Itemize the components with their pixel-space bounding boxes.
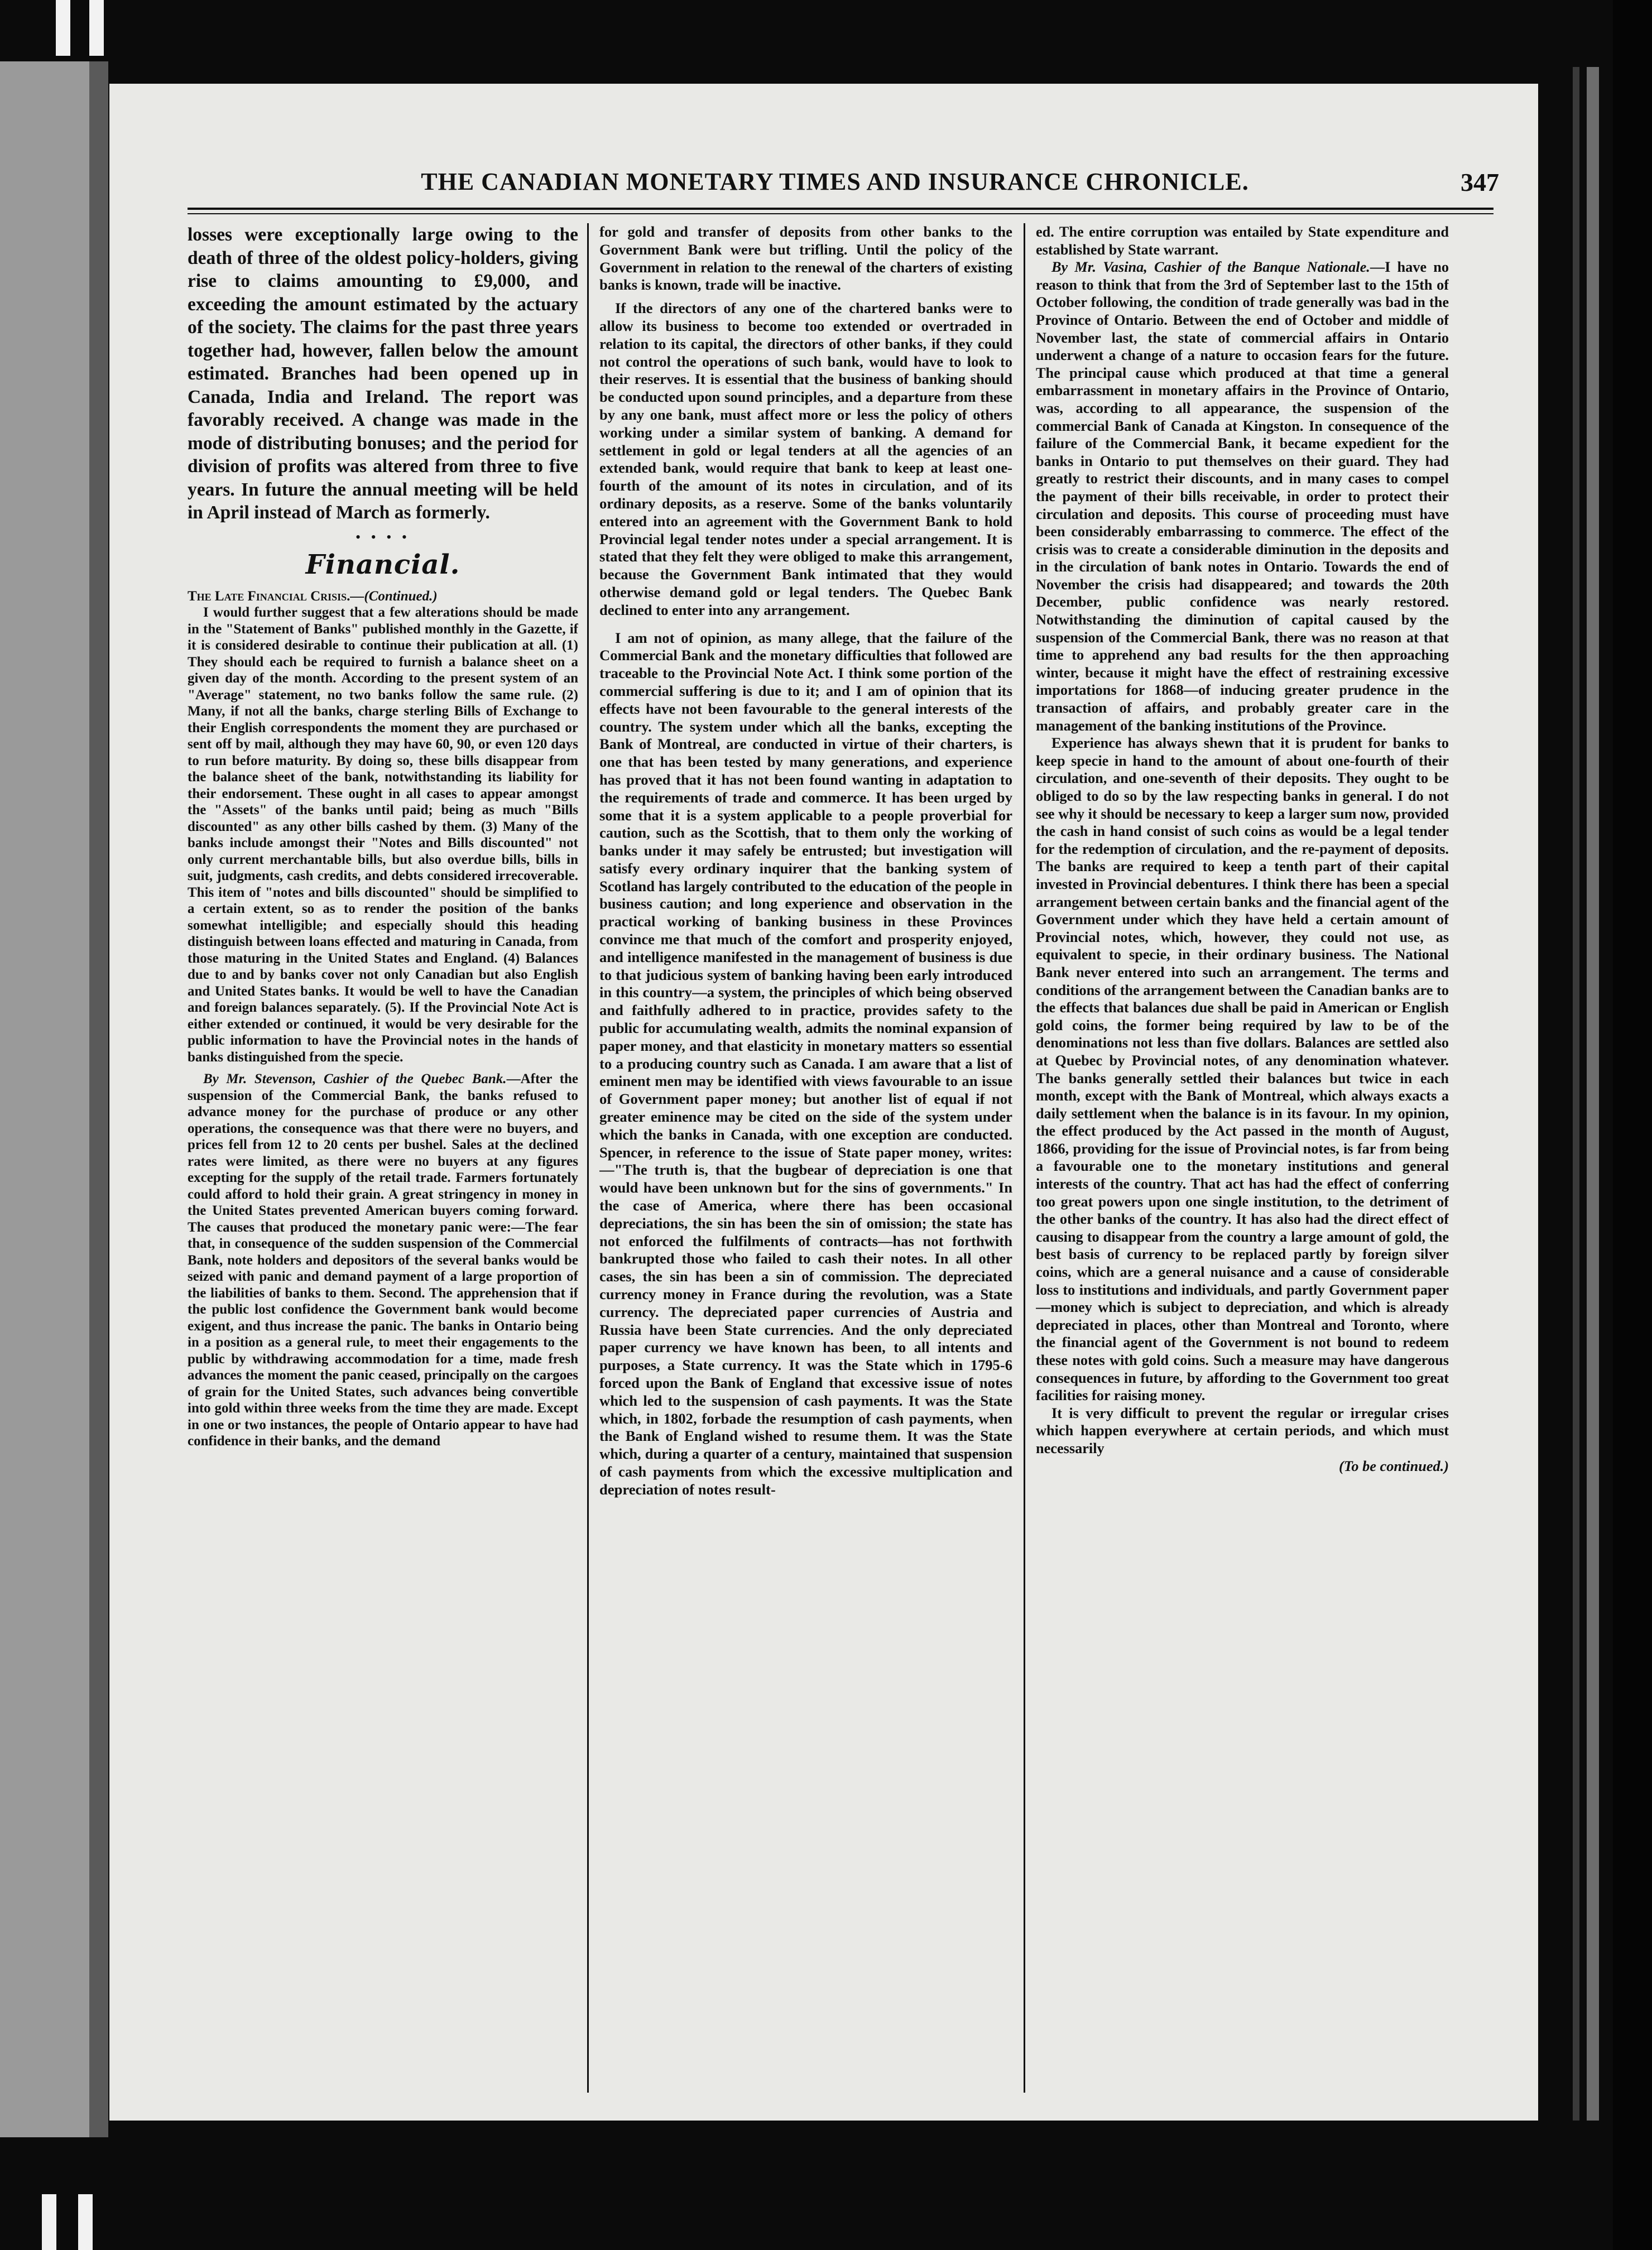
- header-rule-thin: [188, 213, 1493, 214]
- stevenson-text: —After the suspension of the Commercial Bank, the banks refused to advance money for the purchase of produce or any other operations, the consequence was that there were no buyers, and prices fell from 12 to 20 cents per bushel. Sales at the declined rates were limited, as there were no buyers at any figures excepting for the supply of the retail trade. Farmers fortunately could afford to hold their grain. A great stringency in money in the United States prevented American buyers coming forward. The causes that produced the monetary panic were:—The fear that, in consequence of the sudden suspension of the Commercial Bank, note holders and depositors of the several banks would be seized with panic and demand payment of a large proportion of the liabilities of banks to them. Second. The apprehension that if the public lost confidence the Government bank would become exigent, and thus increase the panic. The banks in Ontario being in a position as a general rule, to meet their engagements to the public by withdrawing accommodation for a time, made fresh advances the moment the panic ceased, principally on the cargoes of grain for the United States, such advances being convertible into gold within three weeks from the time they are made. Except in one or two instances, the people of Ontario appear to have had confidence in their banks, and the demand: [188, 1071, 578, 1449]
- article-title-text: The Late Financial Crisis.: [188, 588, 350, 604]
- opinion-paragraph: I am not of opinion, as many allege, that the failure of the Commercial Bank and the monetary difficulties that followed are traceable to the Provincial Note Act. I think some portion of the commercial suffering is due to it; and I am of opinion that its effects have not been favourable to the general interests of the country. The system under which all the banks, excepting the Bank of Montreal, are conducted in virtue of their charters, is one that has been tested by many generations, and experience has proved that it has not been found wanting in adaptation to the requirements of trade and commerce. It has been urged by some that it is a system applicable to a people proverbial for caution, such as the Scottish, that to them only the working of banks under it may safely be entrusted; but investigation will satisfy every ordinary inquirer that the banking system of Scotland has largely contributed to the education of the people in business caution; and long experience and observation in the practical working of banking business in these Provinces convince me that much of the comfort and prosperity enjoyed, and intelligence manifested in the management of business is due to that judicious system of banking having been early introduced in this country—a system, the principles of which being observed and faithfully adhered to in practice, provides safety to the public for accumulating wealth, admits the nominal expansion of paper money, and that elasticity in monetary matters so essential to a producing country such as Canada. I am aware that a list of eminent men may be identified with views favourable to an issue of Government paper money; but another list of equal if not greater eminence may be cited on the side of the system under which the banks in Canada, with one exception are conducted. Spencer, in reference to the issue of State paper money, writes:—"The truth is, that the bugbear of depreciation is one that would have been unknown but for the sins of governments." In the case of America, where there has been occasional depreciations, the sin has been the sin of omission; the state has not enforced the fulfilments of contracts—has not forthwith bankrupted those who failed to cash their notes. In all other cases, the sin has been a sin of commission. The depreciated currency money in France during the revolution, was a State currency. The depreciated paper currencies of Austria and Russia have been State currencies. And the only depreciated paper currency we have known has been, to all intents and purposes, a State currency. It was the State which in 1795-6 forced upon the Bank of England that excessive issue of notes which led to the suspension of cash payments. It was the State which, in 1802, forbade the resumption of cash payments, when the Bank of England wished to resume them. It was the State which, during a quarter of a century, maintained that suspension of cash payments from which the excessive multiplication and depreciation of notes result-: [599, 629, 1012, 1498]
- adjacent-page-shadow: [89, 61, 108, 2137]
- page-header: [109, 167, 1538, 201]
- insurance-report-paragraph: losses were exceptionally large owing to the death of three of the oldest policy-holders, giving rise to claims amounting to £9,000, and exceeding the amount estimated by the actuary of the society. The claims for the past three years together had, however, fallen below the amount estimated. Branches had been opened up in Canada, India and Ireland. The report was favorably received. A change was made in the mode of distributing bonuses; and the period for division of profits was altered from three to five years. In future the annual meeting will be held in April instead of March as formerly.: [188, 224, 578, 523]
- gold-transfer-paragraph: for gold and transfer of deposits from other banks to the Government Bank were but trifling. Until the policy of the Government in relation to the renewal of the charters of existing banks is known, trade will be inactive.: [599, 223, 1012, 294]
- column-divider-1: [587, 223, 589, 2093]
- crises-paragraph: It is very difficult to prevent the regular or irregular crises which happen everywhere at certain periods, and which must necessarily: [1036, 1405, 1449, 1456]
- running-title: THE CANADIAN MONETARY TIMES AND INSURANCE CHRONICLE.: [421, 168, 1249, 195]
- film-mark-top-left-1: [56, 0, 70, 56]
- film-edge-right: [1613, 0, 1652, 2250]
- suggestions-paragraph: I would further suggest that a few alterations should be made in the "Statement of Banks" published monthly in the Gazette, if it is considered desirable to continue their publication at all. (1) They should each be required to furnish a balance sheet on a given day of the month. According to the present system of an "Average" statement, no two banks follow the same rule. (2) Many, if not all the banks, charge sterling Bills of Exchange to their English correspondents the moment they are purchased or sent off by mail, although they may have 60, 90, or even 120 days to run before maturity. By doing so, these bills disappear from the balance sheet of the bank, notwithstanding its liability for their endorsement. These ought in all cases to appear amongst the "Assets" of the banks until paid; being as much "Bills discounted" as any other bills cashed by them. (3) Many of the banks include amongst their "Notes and Bills discounted" not only current merchantable bills, but also overdue bills, bills in suit, judgments, cash credits, and debts considered irrecoverable. This item of "notes and bills discounted" should be simplified to a certain extent, so as to render the position of the banks somewhat intelligible; and especially should this heading distinguish between loans effected and maturing in Canada, from those maturing in the United States and England. (4) Balances due to and by banks cover not only Canadian but also English and United States banks. It would be well to have the Canadian and foreign balances separately. (5). If the Provincial Note Act is either extended or continued, it would be very desirable for the public information to have the Provincial notes in the hands of banks distinguished from the specie.: [188, 605, 578, 1065]
- vasina-lead: By Mr. Vasina, Cashier of the Banque Nationale.: [1051, 259, 1370, 276]
- page-binding-strip: [1587, 67, 1599, 2121]
- newspaper-page: [109, 84, 1538, 2121]
- page-number: 347: [1461, 168, 1499, 196]
- column-3: [1036, 223, 1449, 2093]
- to-be-continued: (To be continued.): [1339, 1458, 1449, 1474]
- film-mark-bottom-left-1: [42, 2194, 56, 2250]
- vasina-text: —I have no reason to think that from the 3rd of September last to the 15th of October following, the condition of trade generally was bad in the Province of Ontario. Between the end of October and middle of November last, the state of commercial affairs in Ontario underwent a change of a nature to occasion fears for the future. The principal cause which produced at that time a general embarrassment in monetary affairs in the Province of Ontario, was, according to all appearance, the suspension of the commercial Bank of Canada at Kingston. In consequence of the failure of the Commercial Bank, it became expedient for the banks in Ontario to put themselves on their guard. They had greatly to restrict their discounts, and in many cases to compel the payment of their bills receivable, in order to protect their circulation and deposits. This course of proceeding must have been considerably embarrassing to commerce. The effect of the crisis was to create a considerable diminution in the deposits and in the circulation of bank notes in Ontario. Towards the end of November the crisis had disappeared; and towards the 20th December, public confidence was nearly restored. Notwithstanding the diminution of capital caused by the suspension of the Commercial Bank, there was no reason at that time to apprehend any bad results for the then approaching winter, because it might have the effect of restraining excessive importations for 1868—of inducing greater prudence in the transaction of affairs, and probably greater care in the management of the banking institutions of the Province.: [1036, 259, 1449, 734]
- header-rule-thick: [188, 208, 1493, 210]
- page-binding-shadow: [1573, 67, 1579, 2121]
- film-mark-bottom-left-2: [78, 2194, 93, 2250]
- section-ornament: • • • •: [356, 528, 410, 545]
- column-2: [599, 223, 1012, 2093]
- section-heading-financial: Financial.: [305, 549, 460, 580]
- column-1: [188, 223, 578, 2093]
- experience-paragraph: Experience has always shewn that it is prudent for banks to keep specie in hand to the amount of about one-fourth of their circulation, and one-seventh of their deposits. They ought to be obliged to do so by the law respecting banks in general. I do not see why it should be necessary to keep a larger sum now, provided the cash in hand consist of such coins as would be a legal tender for the redemption of circulation, and the re-payment of deposits. The banks are required to keep a tenth part of their capital invested in Provincial debentures. I think there has been a special arrangement between certain banks and the financial agent of the Government under which they have held a certain amount of Provincial notes, which, however, they could not use, as equivalent to specie, in their ordinary business. The National Bank never entered into such an arrangement. The terms and conditions of the arrangement between the Canadian banks are to the effects that balances due shall be paid in American or English gold coins, the former being required by law to be of the denominations not less than five dollars. Balances are settled also at Quebec by Provincial notes, of any denomination whatever. The banks generally settled their balances but twice in each month, except with the Bank of Montreal, which always exacts a daily settlement when the balance is in its favour. In my opinion, the effect produced by the Act passed in the month of August, 1866, providing for the issue of Provincial notes, is far from being a favourable one to the monetary institutions and general interests of the country. That act has had the effect of conferring too great powers upon one single institution, to the detriment of the other banks of the country. It has also had the direct effect of causing to disappear from the country a large amount of gold, the best basis of currency to be replaced partly by foreign silver coins, which are a general nuisance and a cause of considerable loss to institutions and individuals, and partly Government paper—money which is subject to depreciation, and which is already depreciated in places, other than Montreal and Toronto, where the financial agent of the Government is not bound to redeem these notes with gold coins. Such a measure may have dangerous consequences in future, by affording to the Government too great facilities for raising money.: [1036, 735, 1449, 1404]
- article-continued-note: —(Continued.): [350, 588, 438, 604]
- film-mark-top-left-2: [89, 0, 104, 56]
- column-divider-2: [1024, 223, 1025, 2093]
- stevenson-paragraph: [188, 1071, 578, 1450]
- state-corruption-paragraph: ed. The entire corruption was entailed by State expenditure and established by State warrant.: [1036, 224, 1449, 258]
- directors-paragraph: If the directors of any one of the chartered banks were to allow its business to become too extended or overtraded in relation to its capital, the directors of other banks, if they could not control the operations of such bank, would have to look to their reserves. It is essential that the business of banking should be conducted upon sound principles, and a departure from these by any one bank, must affect more or less the policy of others working under a similar system of banking. A demand for settlement in gold or legal tenders at all the agencies of an extended bank, would require that bank to keep at least one-fourth of the amount of its notes in circulation, and of its ordinary deposits, as a reserve. Some of the banks voluntarily entered into an agreement with the Government Bank to hold Provincial legal tender notes under a special arrangement. It is stated that they felt they were obliged to make this arrangement, because the Government Bank intimated that they would otherwise demand gold or legal tenders. The Quebec Bank declined to enter into any arrangement.: [599, 300, 1012, 618]
- stevenson-lead: By Mr. Stevenson, Cashier of the Quebec Bank.: [203, 1071, 507, 1086]
- article-title: [188, 588, 578, 605]
- vasina-paragraph: [1036, 258, 1449, 734]
